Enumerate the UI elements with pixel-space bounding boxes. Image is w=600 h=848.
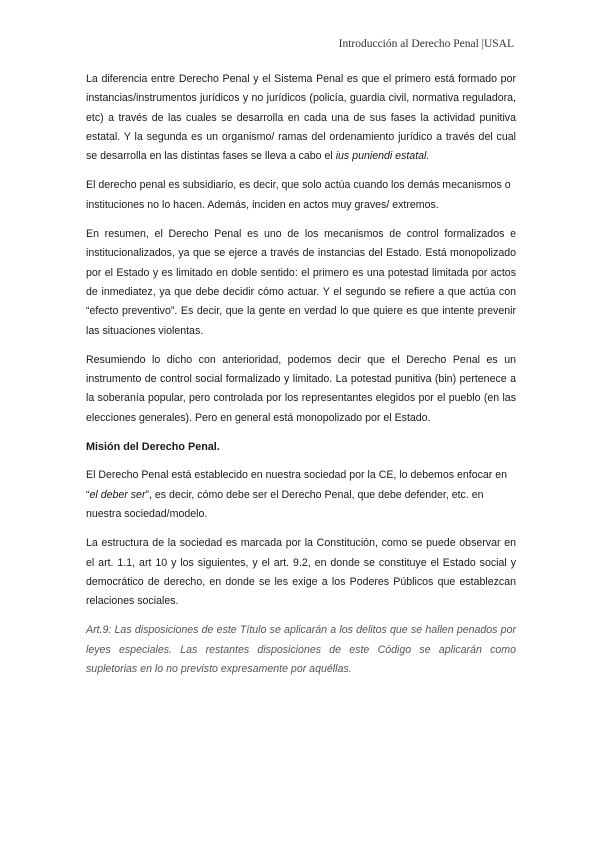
paragraph-derecho-vs-sistema: [86, 70, 516, 166]
italic-term-deber-ser: el deber ser: [89, 488, 146, 501]
paragraph-resumiendo: Resumiendo lo dicho con anterioridad, podemos decir que el Derecho Penal es un instrumento de control social formalizado y limitado. La potestad punitiva (bin) pertenece a la soberanía popular, pero controlada por los representantes elegidos por el pueblo (en las elecciones generales). Pero en general está monopolizado por el Estado.: [86, 353, 516, 424]
italic-term-ius-puniendi: ius puniendi estatal.: [335, 150, 430, 163]
document-body: [86, 70, 516, 689]
quote-art-9: Art.9: Las disposiciones de este Título se aplicarán a los delitos que se hallen penados por leyes especiales. Las restantes disposiciones de este Código se aplicarán como supletorias en lo no previsto expresamente por aquéllas.: [86, 624, 516, 676]
paragraph-estructura: La estructura de la sociedad es marcada por la Constitución, como se puede observar en el art. 1.1, art 10 y los siguientes, y el art. 9.2, en donde se constituye el Estado social y democrático de derecho, en donde se les exige a los Poderes Públicos que establezcan relaciones sociales.: [86, 537, 516, 608]
paragraph-resumen: En resumen, el Derecho Penal es uno de los mecanismos de control formalizados e institucionalizados, ya que se ejerce a través de instancias del Estado. Está monopolizado por el Estado y es limitado en doble sentido: el primero es una potestad limitada por actos de inmediatez, ya que debe decidir cómo actuar. Y el segundo se refiere a que actúa con “efecto preventivo”. Es decir, que la gente en verdad lo que quiere es que intente prevenir las situaciones violentas.: [86, 228, 516, 337]
paragraph-subsidiario: El derecho penal es subsidiario, es decir, que solo actúa cuando los demás mecanismos o instituciones no lo hacen. Además, inciden en actos muy graves/ extremos.: [86, 179, 511, 211]
page-header: Introducción al Derecho Penal |USAL: [338, 38, 514, 50]
paragraph-text: El Derecho Penal está establecido en nuestra sociedad por la CE, lo debemos enfocar en “: [86, 469, 508, 501]
paragraph-mision: [86, 466, 516, 524]
paragraph-text: ”, es decir, cómo debe ser el Derecho Penal, que debe defender, etc. en nuestra sociedad/modelo.: [86, 488, 484, 520]
paragraph-text: La diferencia entre Derecho Penal y el Sistema Penal es que el primero está formado por instancias/instrumentos jurídicos y no jurídicos (policía, guardia civil, normativa reguladora, etc) a través de las cuales se desarrolla en cada una de sus fases la actividad punitiva estatal. Y la segunda es un organismo/ ramas del ordenamiento jurídico a través del cual se desarrolla en las distintas fases se lleva a cabo el: [86, 73, 516, 163]
section-heading-mision: Misión del Derecho Penal.: [86, 441, 220, 454]
